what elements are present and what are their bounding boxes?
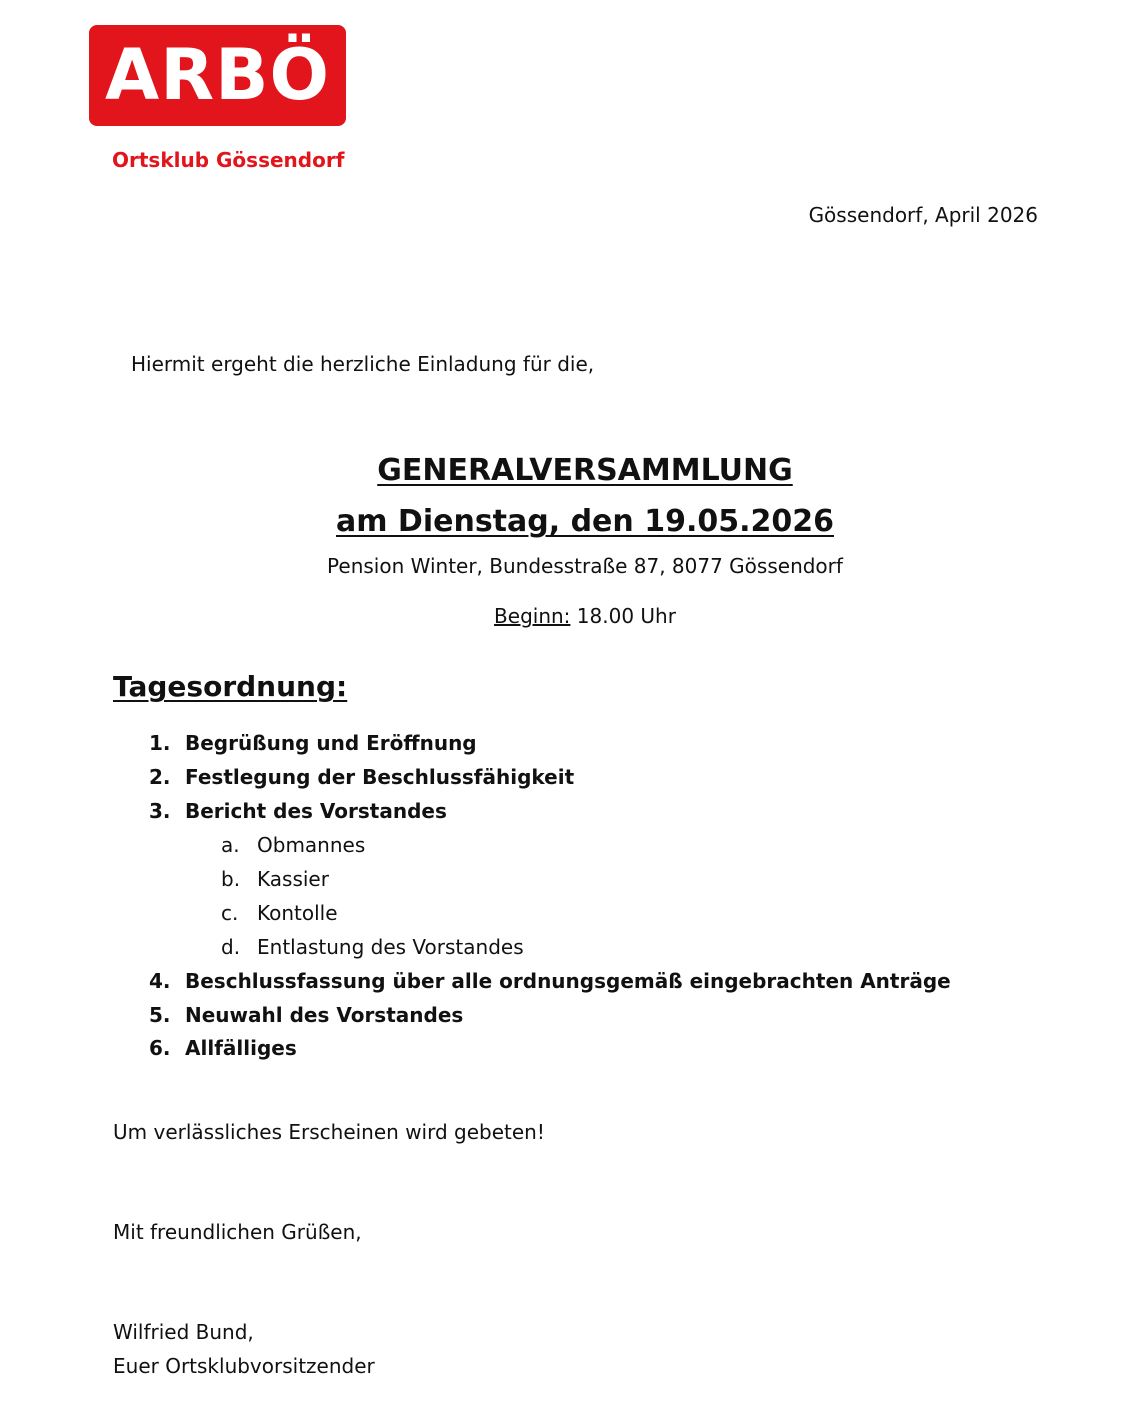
attendance-request: Um verlässliches Erscheinen wird gebeten!: [113, 1120, 545, 1144]
meeting-title: GENERALVERSAMMLUNG: [377, 453, 793, 488]
agenda-subitem-letter: a.: [221, 833, 240, 857]
invitation-intro: Hiermit ergeht die herzliche Einladung für die,: [131, 352, 595, 376]
agenda-item-label: Neuwahl des Vorstandes: [185, 1003, 464, 1027]
agenda-title: Tagesordnung:: [113, 670, 348, 703]
agenda-item-label: Beschlussfassung über alle ordnungsgemäß eingebrachten Anträge: [185, 969, 951, 993]
signatory-role: Euer Ortsklubvorsitzender: [113, 1354, 375, 1378]
meeting-date: am Dienstag, den 19.05.2026: [335, 504, 834, 539]
agenda-subitem-label: Kassier: [257, 867, 329, 891]
agenda-subitem-letter: d.: [221, 935, 241, 959]
start-time: [0, 603, 1138, 629]
agenda-item-label: Festlegung der Beschlussfähigkeit: [185, 765, 575, 789]
agenda-item-label: Allfälliges: [185, 1036, 297, 1060]
arboe-logo: [89, 25, 346, 126]
agenda-item-number: 6.: [149, 1036, 171, 1060]
agenda-subitem-letter: b.: [221, 867, 241, 891]
agenda-item-number: 5.: [149, 1003, 171, 1027]
agenda-item-label: Bericht des Vorstandes: [185, 799, 447, 823]
start-label: Beginn:: [494, 604, 571, 628]
logo-text: ARBÖ: [105, 34, 330, 116]
agenda-item-number: 4.: [149, 969, 171, 993]
club-name: Ortsklub Gössendorf: [112, 148, 345, 172]
agenda-item-label: Begrüßung und Eröffnung: [185, 731, 477, 755]
start-time-value: 18.00 Uhr: [576, 604, 676, 628]
agenda-subitem-label: Kontolle: [257, 901, 338, 925]
agenda-subitem-letter: c.: [221, 901, 239, 925]
agenda-subitem-label: Obmannes: [257, 833, 366, 857]
agenda-item-number: 1.: [149, 731, 171, 755]
meeting-venue: Pension Winter, Bundesstraße 87, 8077 Gössendorf: [327, 554, 843, 578]
agenda-item-number: 3.: [149, 799, 171, 823]
agenda-item-number: 2.: [149, 765, 171, 789]
place-date: Gössendorf, April 2026: [808, 203, 1038, 227]
closing-greeting: Mit freundlichen Grüßen,: [113, 1220, 362, 1244]
agenda-subitem-label: Entlastung des Vorstandes: [257, 935, 524, 959]
signatory-name: Wilfried Bund,: [113, 1320, 254, 1344]
